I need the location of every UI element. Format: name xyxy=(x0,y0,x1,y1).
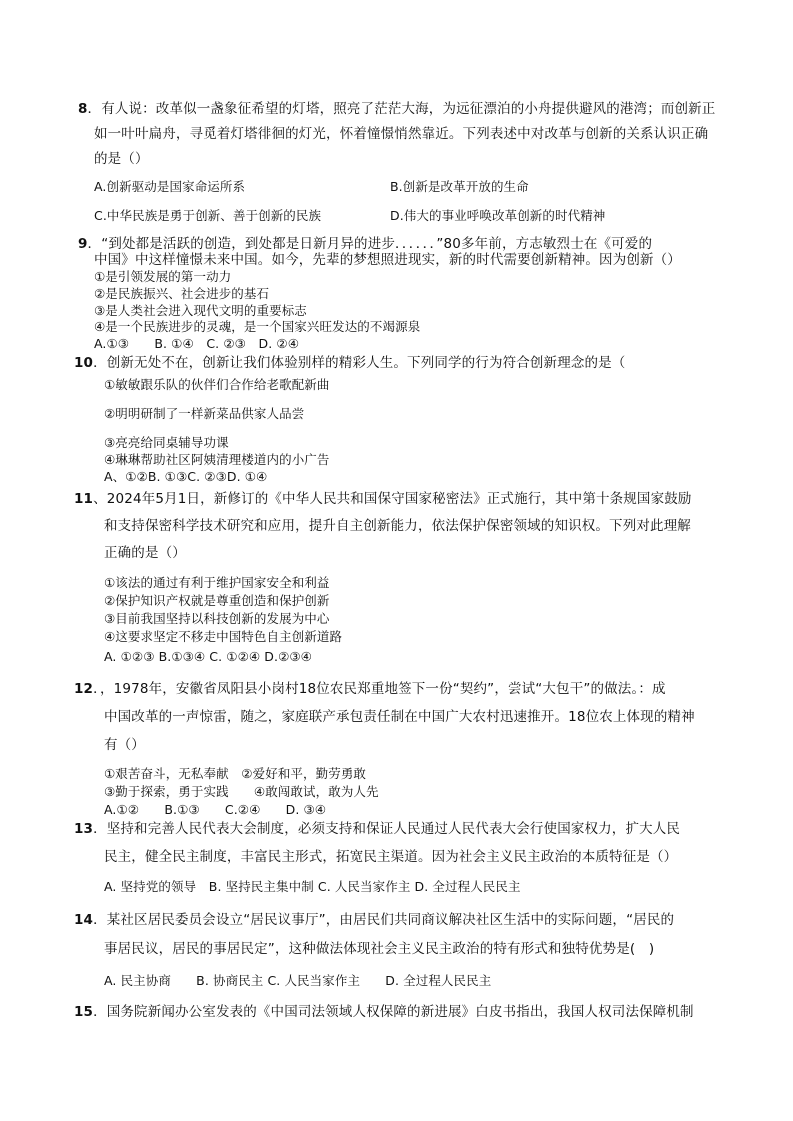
q8-option-c: C.中华民族是勇于创新、善于创新的民族 xyxy=(94,208,322,223)
q10-number: 10 xyxy=(74,355,94,371)
q13-line-1: 13．坚持和完善人民代表大会制度，必须支持和保证人民通过人民代表大会行使国家权力，扩大人民 xyxy=(74,821,681,837)
q11-options: A. ①②③ B.①③④ C. ①②④ D.②③④ xyxy=(104,649,312,664)
q14-line-1: 14．某社区居民委员会设立“居民议事厅”，由居民们共同商议解决社区生活中的实际问题，“居民的 xyxy=(74,912,675,928)
q13-line-2: 民主，健全民主制度，丰富民主形式，拓宽民主渠道。因为社会主义民主政治的本质特征是（） xyxy=(104,849,678,865)
q11-number: 11 xyxy=(74,491,94,507)
q13-number: 13 xyxy=(74,821,94,837)
q8-line-3: 的是（） xyxy=(94,151,149,167)
q10-item-2: ②明明研制了一样新菜品供家人品尝 xyxy=(104,406,305,421)
q9-line-1: 9．“到处都是活跃的创造，到处都是日新月异的进步．．．．．．”80多年前，方志敏烈士在《可爱的 xyxy=(78,236,653,252)
q11-item-4: ④这要求坚定不移走中国特色自主创新道路 xyxy=(104,629,343,644)
q12-number: 12 xyxy=(74,681,94,697)
q10-options: A、①②B. ①③C. ②③D. ①④ xyxy=(104,469,268,484)
q11-line-2: 和支持保密科学技术研究和应用，提升自主创新能力，依法保护保密领域的知识权。下列对此理解 xyxy=(104,518,691,534)
q8-option-a: A.创新驱动是国家命运所系 xyxy=(94,179,246,194)
q15-number: 15 xyxy=(74,1004,94,1020)
q10-item-4: ④琳琳帮助社区阿姨清理楼道内的小广告 xyxy=(104,452,330,467)
q11-item-1: ①该法的通过有利于维护国家安全和利益 xyxy=(104,575,330,590)
q8-number: 8 xyxy=(78,101,88,117)
q12-line-3: 有（） xyxy=(104,737,145,753)
q12-items-line-1: ①艰苦奋斗，无私奉献 ②爱好和平，勤劳勇敢 xyxy=(104,766,367,781)
q9-item-2: ②是民族振兴、社会进步的基石 xyxy=(94,286,270,301)
q11-item-3: ③目前我国坚持以科技创新的发展为中心 xyxy=(104,611,330,626)
q12-options: A.①② B.①③ C.②④ D. ③④ xyxy=(104,802,327,817)
q14-options: A. 民主协商 B. 协商民主 C. 人民当家作主 D. 全过程人民民主 xyxy=(104,973,492,988)
q14-number: 14 xyxy=(74,912,94,928)
q15-line-1: 15．国务院新闻办公室发表的《中国司法领域人权保障的新进展》白皮书指出，我国人权司法保障机制 xyxy=(74,1004,694,1020)
q12-line-1: 12．，1978年，安徽省凤阳县小岗村18位农民郑重地签下一份“契约”，尝试“大包干”的做法。：成 xyxy=(74,681,666,697)
q9-item-3: ③是人类社会进入现代文明的重要标志 xyxy=(94,303,307,318)
q10-item-3: ③亮亮给同桌辅导功课 xyxy=(104,435,229,450)
q13-options: A. 坚持党的领导 B. 坚持民主集中制 C. 人民当家作主 D. 全过程人民民主 xyxy=(104,879,521,894)
q11-item-2: ②保护知识产权就是尊重创造和保护创新 xyxy=(104,593,330,608)
q8-option-b: B.创新是改革开放的生命 xyxy=(390,179,529,194)
q8-option-d: D.伟大的事业呼唤改革创新的时代精神 xyxy=(390,208,606,223)
q11-line-3: 正确的是（） xyxy=(104,545,186,561)
q9-options: A.①③ B. ①④ C. ②③ D. ②④ xyxy=(94,336,300,351)
q8-line-2: 如一叶叶扁舟，寻觅着灯塔徘徊的灯光，怀着憧憬悄然靠近。下列表述中对改革与创新的关系认识正确 xyxy=(94,126,709,142)
q9-item-4: ④是一个民族进步的灵魂，是一个国家兴旺发达的不竭源泉 xyxy=(94,319,421,334)
q14-line-2: 事居民议，居民的事居民定”，这种做法体现社会主义民主政治的特有形式和独特优势是( ) xyxy=(104,941,655,957)
q12-items-line-2: ③勤于探索，勇于实践 ④敢闯敢试，敢为人先 xyxy=(104,784,379,799)
q10-item-1: ①敏敏跟乐队的伙伴们合作给老歌配新曲 xyxy=(104,377,330,392)
q9-line-2: 中国》中这样憧憬未来中国。如今，先辈的梦想照进现实，新的时代需要创新精神。因为创新（） xyxy=(94,252,681,268)
q9-item-1: ①是引领发展的第一动力 xyxy=(94,269,232,284)
q10-line-1: 10．创新无处不在，创新让我们体验别样的精彩人生。下列同学的行为符合创新理念的是（ xyxy=(74,355,626,371)
q12-line-2: 中国改革的一声惊雷，随之，家庭联产承包责任制在中国广大农村迅速推开。18位农上体现的精神 xyxy=(104,709,695,725)
q11-line-1: 11、2024年5月1日，新修订的《中华人民共和国保守国家秘密法》正式施行，其中第十条规国家鼓励 xyxy=(74,491,692,507)
q8-line-1: 8．有人说：改革似一盏象征希望的灯塔，照亮了茫茫大海，为远征漂泊的小舟提供避风的港湾；而创新正 xyxy=(78,101,716,117)
q9-number: 9 xyxy=(78,236,88,252)
